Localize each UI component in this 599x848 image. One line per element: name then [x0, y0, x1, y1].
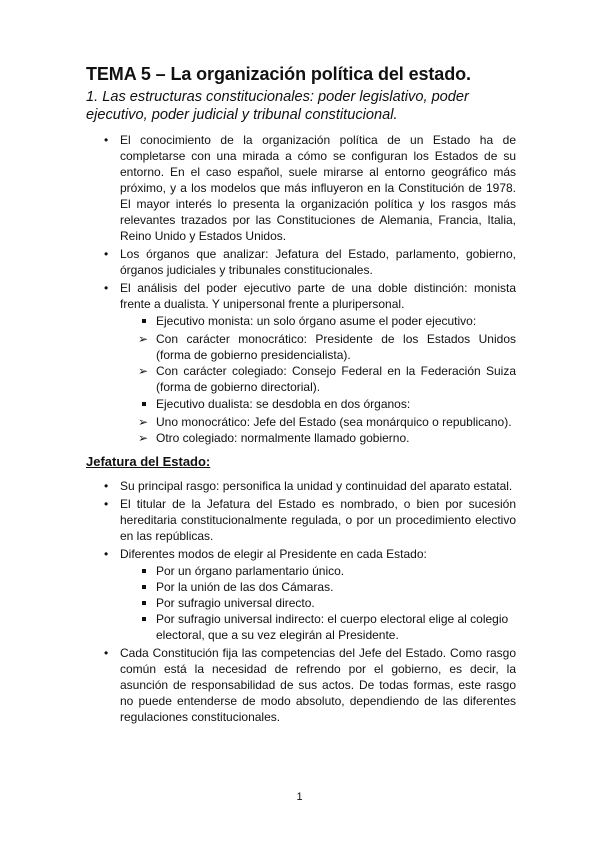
square-bullet-icon	[142, 569, 146, 573]
square-bullet-icon	[142, 617, 146, 621]
list-item: Por sufragio universal indirecto: el cuerpo electoral elige al colegio electoral, que a su vez elegirán al Presidente.	[120, 611, 516, 643]
page-number: 1	[296, 791, 303, 803]
jefatura-bullet-list	[86, 478, 516, 725]
main-bullet-list	[86, 132, 516, 329]
bullet-icon: •	[104, 281, 109, 295]
list-item-dualista: Ejecutivo dualista: se desdobla en dos órganos:	[120, 396, 516, 412]
square-bullet-icon	[142, 319, 146, 323]
bullet-icon: •	[104, 547, 109, 561]
square-bullet-icon	[142, 402, 146, 406]
list-item: ➢ Con carácter monocrático: Presidente de los Estados Unidos (forma de gobierno presidencialista).	[138, 332, 516, 362]
list-item: • Su principal rasgo: personifica la unidad y continuidad del aparato estatal.	[104, 479, 513, 493]
ejecutivo-types-list	[120, 313, 516, 329]
bullet-icon: •	[104, 247, 109, 261]
list-item: • El titular de la Jefatura del Estado es nombrado, o bien por sucesión hereditaria constitucionalmente regulada, o por un procedimiento electivo en las repúblicas.	[104, 497, 516, 543]
list-item: • Cada Constitución fija las competencias del Jefe del Estado. Como rasgo común está la necesidad de refrendo por el gobierno, es decir, la asunción de responsabilidad de sus actos. De todas formas, este rasgo no puede entenderse de modo absoluto, dependiendo de las diferentes regulaciones constitucionales.	[104, 646, 516, 724]
list-item: ➢ Con carácter colegiado: Consejo Federal en la Federación Suiza (forma de gobierno directorial).	[138, 364, 516, 394]
square-bullet-icon	[142, 601, 146, 605]
list-item: • Diferentes modos de elegir al Presidente en cada Estado: Por un órgano parlamentario único. Por la unión de las dos Cámaras. Por sufragio universal directo. Por sufragio universal indirecto: el cuerpo electoral elige al colegio electoral, que a su vez elegirán al Presidente.	[86, 546, 516, 643]
list-item: • El análisis del poder ejecutivo parte de una doble distinción: monista frente a dualista. Y unipersonal frente a pluripersonal. Ejecutivo monista: un solo órgano asume el poder ejecutivo:	[104, 281, 516, 328]
arrow-bullet-icon: ➢	[138, 332, 149, 346]
list-item: Por un órgano parlamentario único.	[120, 563, 516, 579]
list-item: • El conocimiento de la organización política de un Estado ha de completarse con una mirada a cómo se configuran los Estados de su entorno. En el caso español, suele mirarse al entorno geográfico más próximo, y a los modelos que más influyeron en la Constitución de 1978. El mayor interés lo presenta la organización política y los rasgos más relevantes trazados por las Constituciones de Alemania, Francia, Italia, Reino Unido y Estados Unidos.	[104, 133, 516, 243]
document-page	[86, 66, 516, 727]
section-subtitle: 1. Las estructuras constitucionales: poder legislativo, poder ejecutivo, poder judicial y tribunal constitucional.	[86, 89, 469, 123]
bullet-icon: •	[104, 479, 109, 493]
arrow-bullet-icon: ➢	[138, 415, 149, 429]
bullet-icon: •	[104, 497, 109, 511]
list-item: ➢ Uno monocrático: Jefe del Estado (sea monárquico o republicano).	[138, 415, 512, 429]
monista-sublist	[86, 331, 516, 395]
section-heading: Jefatura del Estado:	[86, 454, 211, 469]
bullet-icon: •	[104, 646, 109, 660]
arrow-bullet-icon: ➢	[138, 364, 149, 378]
list-item: Por la unión de las dos Cámaras.	[120, 579, 516, 595]
dualista-sublist	[86, 414, 516, 446]
list-item: ➢ Otro colegiado: normalmente llamado gobierno.	[138, 431, 410, 445]
list-item-monista: Ejecutivo monista: un solo órgano asume el poder ejecutivo:	[120, 313, 516, 329]
modos-list	[120, 563, 516, 643]
square-bullet-icon	[142, 585, 146, 589]
page-title: TEMA 5 – La organización política del estado.	[86, 64, 471, 84]
list-item: • Los órganos que analizar: Jefatura del Estado, parlamento, gobierno, órganos judiciales y tribunales constitucionales.	[104, 247, 516, 277]
bullet-icon: •	[104, 133, 109, 147]
list-item: Por sufragio universal directo.	[120, 595, 516, 611]
arrow-bullet-icon: ➢	[138, 431, 149, 445]
